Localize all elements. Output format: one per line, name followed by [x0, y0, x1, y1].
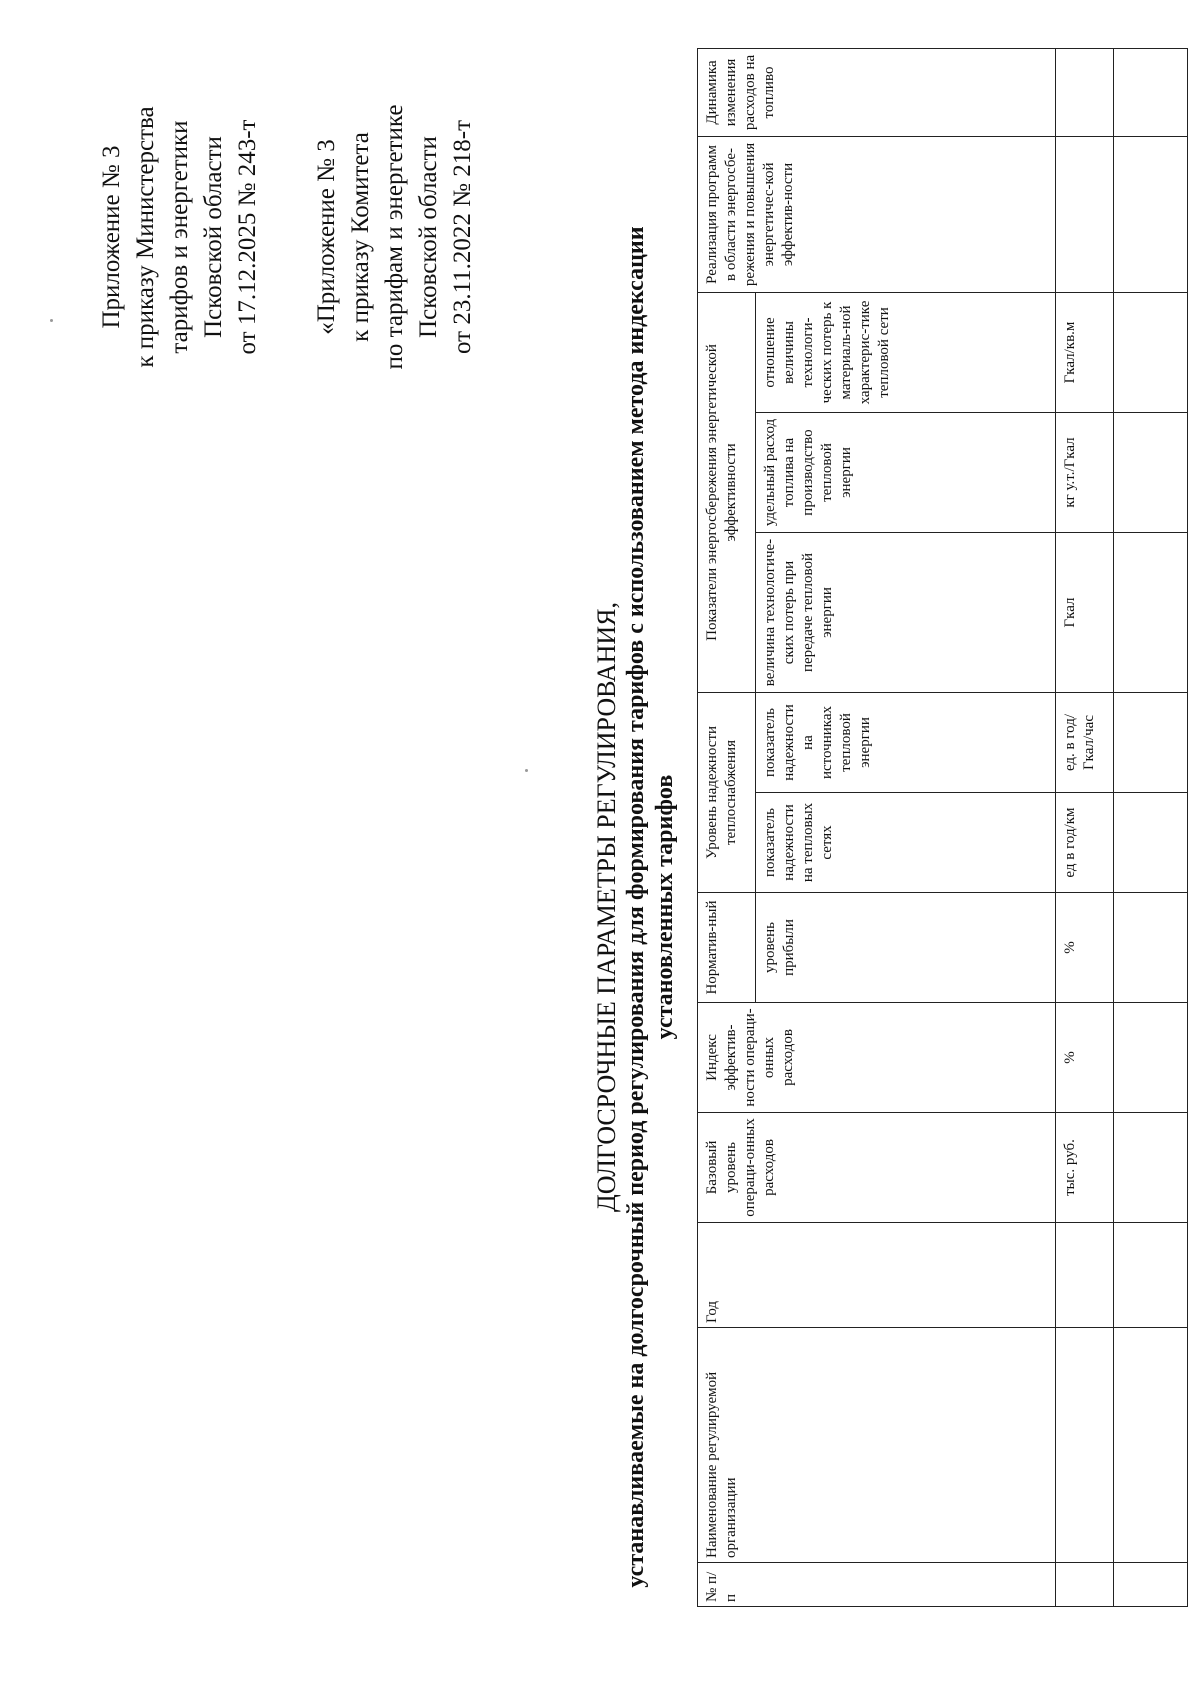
header-reliability-group: Уровень надежности теплоснабжения: [698, 693, 756, 893]
table-row: [1114, 48, 1188, 1606]
appendix-previous-line1: «Приложение № 3: [313, 139, 340, 335]
header-num: № п/п: [698, 1563, 1056, 1607]
table-cell: [1114, 1563, 1188, 1607]
parameters-table: [697, 48, 1188, 1607]
unit-normative-profit: %: [1056, 893, 1114, 1003]
table-cell: [1114, 1113, 1188, 1223]
table-cell: [1114, 48, 1188, 136]
header-energy-efficiency-group: Показатели энергосбережения энергетической эффективности: [698, 292, 756, 692]
table-cell: [1114, 413, 1188, 533]
table-cell: [1114, 292, 1188, 412]
units-cell-empty: [1056, 136, 1114, 292]
scan-speck: [50, 319, 53, 322]
scan-speck: [525, 769, 528, 772]
appendix-current-line5: от 17.12.2025 № 243-т: [234, 119, 261, 355]
appendix-previous-block: [310, 47, 480, 427]
appendix-previous-line2: к приказу Комитета: [347, 132, 374, 342]
header-reliability-networks: показатель надежности на тепловых сетях: [756, 793, 1056, 893]
table-cell: [1114, 136, 1188, 292]
header-year: Год: [698, 1223, 1056, 1328]
unit-losses-ratio: Гкал/кв.м: [1056, 292, 1114, 412]
appendix-current-block: [95, 47, 265, 427]
header-energy-programs: Реализация программ в области энергосбе-режения и повышения энергетичес-кой эффектив-ности: [698, 136, 1056, 292]
table-cell: [1114, 793, 1188, 893]
unit-reliability-networks: ед в год/км: [1056, 793, 1114, 893]
units-cell-empty: [1056, 1223, 1114, 1328]
units-cell-empty: [1056, 1563, 1114, 1607]
unit-technological-losses: Гкал: [1056, 533, 1114, 693]
unit-efficiency-index: %: [1056, 1003, 1114, 1113]
header-base-opex: Базовый уровень операци-онных расходов: [698, 1113, 1056, 1223]
appendix-current-line4: Псковской области: [200, 136, 227, 338]
table-cell: [1114, 693, 1188, 793]
header-specific-fuel-rate: удельный расход топлива на производство тепловой энергии: [756, 413, 1056, 533]
document-subtitle: устанавливаемые на долгосрочный период регулирования для формирования тарифов с использованием метода индексации установленных тарифов: [623, 226, 678, 1588]
appendix-current-line2: к приказу Министерства: [132, 106, 159, 368]
header-reliability-sources: показатель надежности на источниках тепловой энергии: [756, 693, 1056, 793]
appendix-previous-line4: Псковской области: [415, 136, 442, 338]
units-cell-empty: [1056, 48, 1114, 136]
unit-base-opex: тыс. руб.: [1056, 1113, 1114, 1223]
appendix-current-line3: тарифов и энергетики: [166, 120, 193, 354]
table-cell: [1114, 533, 1188, 693]
unit-specific-fuel-rate: кг у.т./Гкал: [1056, 413, 1114, 533]
header-normative-profit-group: Норматив-ный: [698, 893, 756, 1003]
appendix-previous-line5: от 23.11.2022 № 218-т: [449, 119, 476, 355]
header-normative-profit: уровень прибыли: [756, 893, 1056, 1003]
header-org-name: Наименование регулируемой организации: [698, 1328, 1056, 1563]
header-fuel-dynamics: Динамика изменения расходов на топливо: [698, 48, 1056, 136]
appendix-current-line1: Приложение № 3: [98, 145, 125, 329]
units-cell-empty: [1056, 1328, 1114, 1563]
table-cell: [1114, 1003, 1188, 1113]
appendix-previous-line3: по тарифам и энергетике: [381, 104, 408, 370]
table-cell: [1114, 1328, 1188, 1563]
header-efficiency-index: Индекс эффектив-ности операци-онных расходов: [698, 1003, 1056, 1113]
header-losses-ratio: отношение величины технологи-ческих потерь к материаль-ной характерис-тике тепловой сети: [756, 292, 1056, 412]
units-row: [1056, 48, 1114, 1606]
header-technological-losses: величина технологиче-ских потерь при передаче тепловой энергии: [756, 533, 1056, 693]
table-cell: [1114, 1223, 1188, 1328]
document-title: ДОЛГОСРОЧНЫЕ ПАРАМЕТРЫ РЕГУЛИРОВАНИЯ,: [592, 602, 621, 1212]
table-cell: [1114, 893, 1188, 1003]
unit-reliability-sources: ед. в год/Гкал/час: [1056, 693, 1114, 793]
